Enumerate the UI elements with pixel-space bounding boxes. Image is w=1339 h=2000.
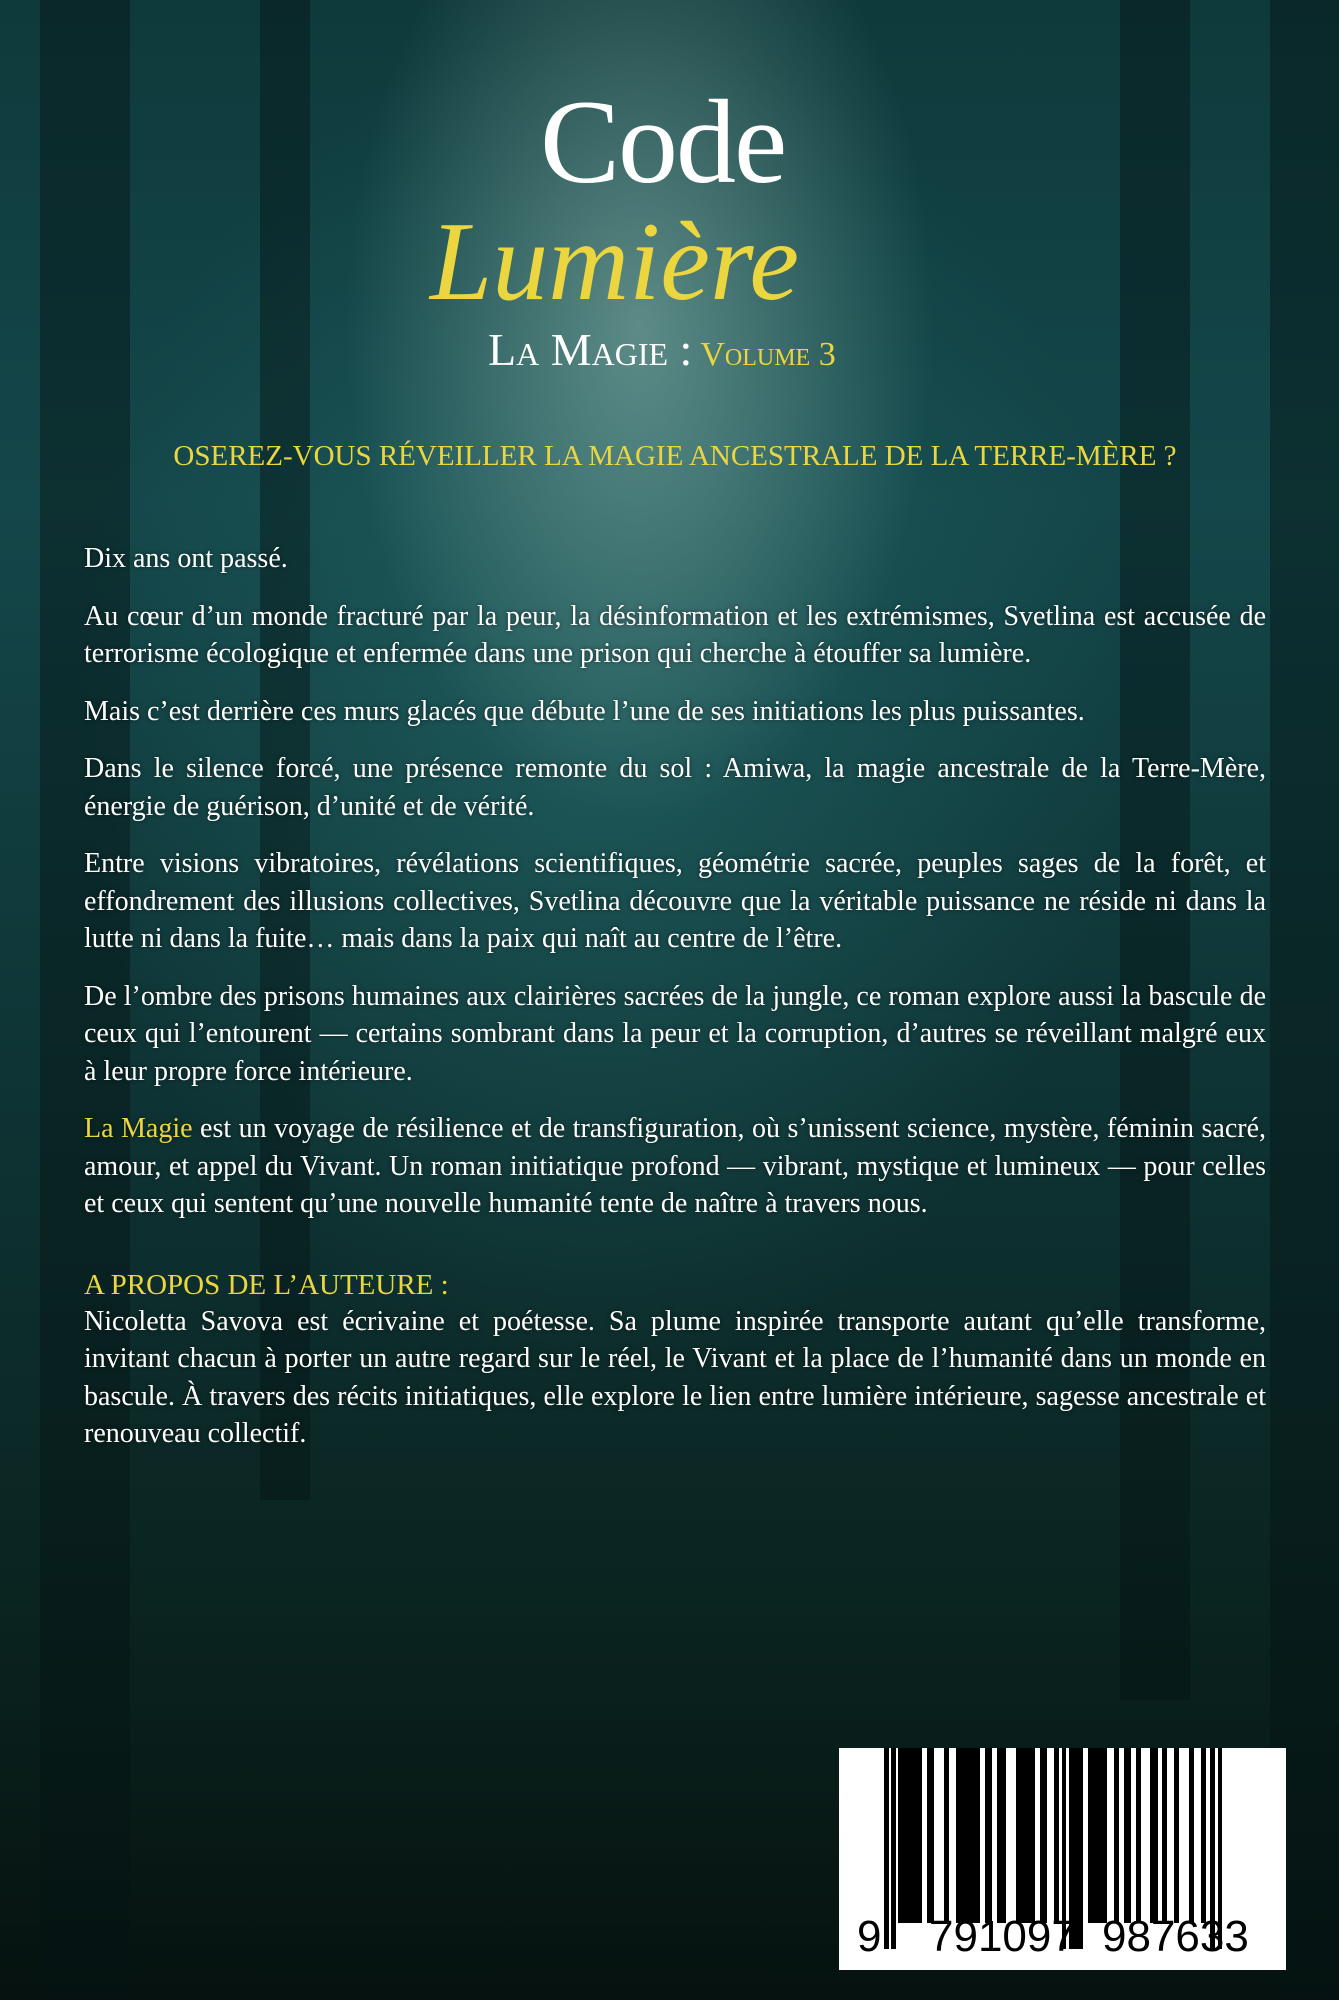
barcode-bar xyxy=(1189,1748,1194,1923)
barcode-bar xyxy=(898,1748,922,1923)
barcode-bars xyxy=(884,1748,1239,1923)
isbn-barcode xyxy=(839,1748,1286,1970)
volume-label: Volume 3 xyxy=(700,336,836,373)
barcode-bar xyxy=(1162,1748,1167,1923)
barcode-bar xyxy=(1174,1748,1179,1923)
barcode-bar xyxy=(1088,1748,1107,1923)
barcode-bar xyxy=(944,1748,949,1923)
author-heading: A PROPOS DE L’AUTEURE : xyxy=(84,1268,449,1301)
barcode-bar xyxy=(956,1748,980,1923)
paragraph-text: est un voyage de résilience et de transfiguration, où s’unissent science, mystère, féminin sacré, amour, et appel du Vivant. Un roman initiatique profond — vibrant, mystique et lumineux — pour celles et ceux qui sentent qu’une nouvelle humanité tente de naître à travers nous. xyxy=(84,1113,1267,1219)
barcode-bar xyxy=(1201,1748,1206,1923)
barcode-bar xyxy=(927,1748,934,1923)
paragraph xyxy=(84,1110,1266,1223)
series-name: La Magie : xyxy=(488,324,693,375)
paragraph: Mais c’est derrière ces murs glacés que débute l’une de ses initiations les plus puissantes. xyxy=(84,695,1085,727)
barcode-bar xyxy=(891,1748,896,1949)
paragraph: Entre visions vibratoires, révélations scientifiques, géométrie sacrée, peuples sages de la forêt, et effondrement des illusions collectives, Svetlina découvre que la véritable puissance ne réside ni dans la lutte ni dans la fuite… mais dans la paix qui naît au centre de l’être. xyxy=(84,848,1266,954)
barcode-bar xyxy=(985,1748,992,1923)
book-title xyxy=(370,76,970,376)
barcode-bar xyxy=(1054,1748,1059,1923)
paragraph: Dix ans ont passé. xyxy=(84,543,288,574)
barcode-bar xyxy=(1040,1748,1047,1923)
title-code: Code xyxy=(540,75,786,208)
barcode-bar xyxy=(1124,1748,1131,1923)
paragraph: Dans le silence forcé, une présence remonte du sol : Amiwa, la magie ancestrale de la Terre-Mère, énergie de guérison, d’unité et de vérité. xyxy=(84,753,1266,822)
barcode-bar xyxy=(1136,1748,1141,1923)
title-lumiere: Lumière xyxy=(430,200,800,324)
paragraph: Au cœur d’un monde fracturé par la peur, la désinformation et les extrémismes, Svetlina est accusée de terrorisme écologique et enfermée dans une prison qui cherche à étouffer sa lumière. xyxy=(84,600,1266,669)
tree-trunk xyxy=(1270,0,1339,2000)
tagline: OSEREZ-VOUS RÉVEILLER LA MAGIE ANCESTRALE DE LA TERRE-MÈRE ? xyxy=(173,440,1177,472)
barcode-bar xyxy=(1150,1748,1157,1923)
highlight-title: La Magie xyxy=(84,1113,193,1144)
series-subtitle xyxy=(488,326,836,385)
barcode-bar xyxy=(997,1748,1007,1923)
barcode-group-1: 791097 xyxy=(929,1912,1076,1961)
barcode-group-2: 987633 xyxy=(1102,1912,1249,1961)
barcode-bar xyxy=(1114,1748,1119,1923)
paragraph: De l’ombre des prisons humaines aux clairières sacrées de la jungle, ce roman explore aussi la bascule de ceux qui l’entourent — certains sombrant dans la peur et la corruption, d’autres se réveillant malgré eux à leur propre force intérieure. xyxy=(84,980,1266,1087)
barcode-bar xyxy=(884,1748,889,1949)
barcode-prefix: 9 xyxy=(857,1912,882,1961)
text-content xyxy=(84,540,1266,1453)
blurb xyxy=(84,540,1266,1223)
barcode-bar xyxy=(1016,1748,1035,1923)
author-bio: Nicoletta Savova est écrivaine et poétesse. Sa plume inspirée transporte autant qu’elle transforme, invitant chacun à porter un autre regard sur le réel, le Vivant et la place de l’humanité dans un monde en bascule. À travers des récits initiatiques, elle explore le lien entre lumière intérieure, sagesse ancestrale et renouveau collectif. xyxy=(84,1305,1266,1449)
